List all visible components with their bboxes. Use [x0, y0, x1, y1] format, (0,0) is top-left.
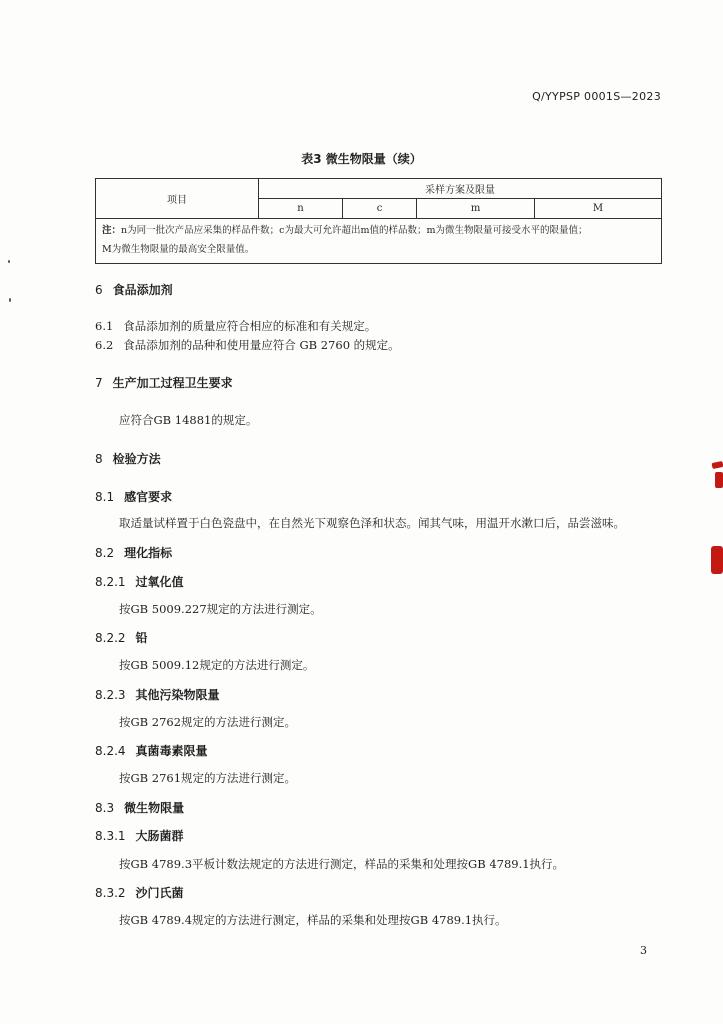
- section-number: 7: [95, 376, 103, 390]
- document-code: Q/YYPSP 0001S—2023: [532, 90, 661, 103]
- section-7-paragraph: 应符合GB 14881的规定。: [119, 413, 258, 427]
- note-label: 注：: [102, 225, 122, 236]
- section-number: 8.3.1: [95, 829, 126, 843]
- section-title: 生产加工过程卫生要求: [112, 376, 233, 390]
- table-note-cell: [96, 219, 662, 264]
- section-8-3-heading: [95, 799, 184, 816]
- section-8-2-3-paragraph: 按GB 2762规定的方法进行测定。: [119, 715, 297, 729]
- section-title: 真菌毒素限量: [135, 744, 208, 758]
- section-number: 8.2.1: [95, 575, 126, 589]
- section-8-2-4-paragraph: 按GB 2761规定的方法进行测定。: [119, 771, 297, 785]
- clause-text: 食品添加剂的品种和使用量应符合 GB 2760 的规定。: [123, 338, 400, 352]
- column-header-m: m: [417, 199, 535, 219]
- section-title: 理化指标: [124, 546, 173, 560]
- table-caption: 表3 微生物限量（续）: [301, 152, 422, 166]
- note-line-1: n为同一批次产品应采集的样品件数；c为最大可允许超出m值的样品数；m为微生物限量可接受水平的限量值；: [121, 225, 588, 236]
- clause-number: 6.2: [95, 338, 114, 352]
- section-8-2-1-paragraph: 按GB 5009.227规定的方法进行测定。: [119, 602, 322, 616]
- column-header-n: n: [259, 199, 343, 219]
- section-8-2-1-heading: [95, 573, 184, 590]
- section-title: 铅: [135, 631, 148, 645]
- clause-number: 6.1: [95, 319, 114, 333]
- section-8-1-heading: [95, 488, 172, 505]
- seal-fragment-mid: [715, 472, 723, 488]
- item-header-cell: 项目: [96, 179, 259, 219]
- section-8-heading: [95, 450, 161, 467]
- scan-speck: [8, 260, 10, 263]
- section-6-heading: [95, 281, 173, 298]
- clause-text: 食品添加剂的质量应符合相应的标准和有关规定。: [123, 319, 377, 333]
- note-line-2: M为微生物限量的最高安全限量值。: [102, 244, 255, 255]
- column-header-c: c: [342, 199, 416, 219]
- page-number: 3: [640, 944, 647, 957]
- clause-6-2: [95, 337, 400, 353]
- section-title: 其他污染物限量: [135, 688, 220, 702]
- microbial-limits-table: [95, 178, 662, 264]
- section-8-2-heading: [95, 544, 172, 561]
- section-title: 食品添加剂: [112, 283, 173, 297]
- section-7-heading: [95, 374, 233, 391]
- scan-speck: [9, 298, 11, 302]
- section-number: 8.2.2: [95, 631, 126, 645]
- section-8-1-paragraph: 取适量试样置于白色瓷盘中，在自然光下观察色泽和状态。闻其气味，用温开水漱口后，品尝滋味。: [119, 516, 625, 530]
- section-title: 沙门氏菌: [135, 886, 184, 900]
- clause-6-1: [95, 318, 376, 334]
- section-8-3-2-paragraph: 按GB 4789.4规定的方法进行测定，样品的采集和处理按GB 4789.1执行。: [119, 913, 507, 927]
- seal-fragment-top: [711, 461, 723, 469]
- section-8-2-2-paragraph: 按GB 5009.12规定的方法进行测定。: [119, 658, 315, 672]
- section-8-3-1-heading: [95, 827, 184, 844]
- section-number: 8.2.3: [95, 688, 126, 702]
- table-header-row: [96, 179, 662, 199]
- section-8-2-4-heading: [95, 742, 208, 759]
- section-title: 感官要求: [124, 490, 173, 504]
- section-title: 微生物限量: [124, 801, 185, 815]
- column-header-M: M: [535, 199, 662, 219]
- section-number: 6: [95, 283, 103, 297]
- section-8-3-1-paragraph: 按GB 4789.3平板计数法规定的方法进行测定，样品的采集和处理按GB 4789.1执行。: [119, 857, 565, 871]
- table-note-row: [96, 219, 662, 264]
- section-title: 大肠菌群: [135, 829, 184, 843]
- plan-header-cell: 采样方案及限量: [259, 179, 662, 199]
- section-8-2-2-heading: [95, 629, 148, 646]
- section-number: 8.2.4: [95, 744, 126, 758]
- section-number: 8.2: [95, 546, 115, 560]
- section-number: 8: [95, 452, 103, 466]
- section-number: 8.3: [95, 801, 115, 815]
- section-8-3-2-heading: [95, 884, 184, 901]
- section-number: 8.1: [95, 490, 115, 504]
- section-8-2-3-heading: [95, 686, 220, 703]
- section-title: 过氧化值: [135, 575, 184, 589]
- section-title: 检验方法: [112, 452, 161, 466]
- section-number: 8.3.2: [95, 886, 126, 900]
- seal-fragment-bottom: [711, 546, 723, 574]
